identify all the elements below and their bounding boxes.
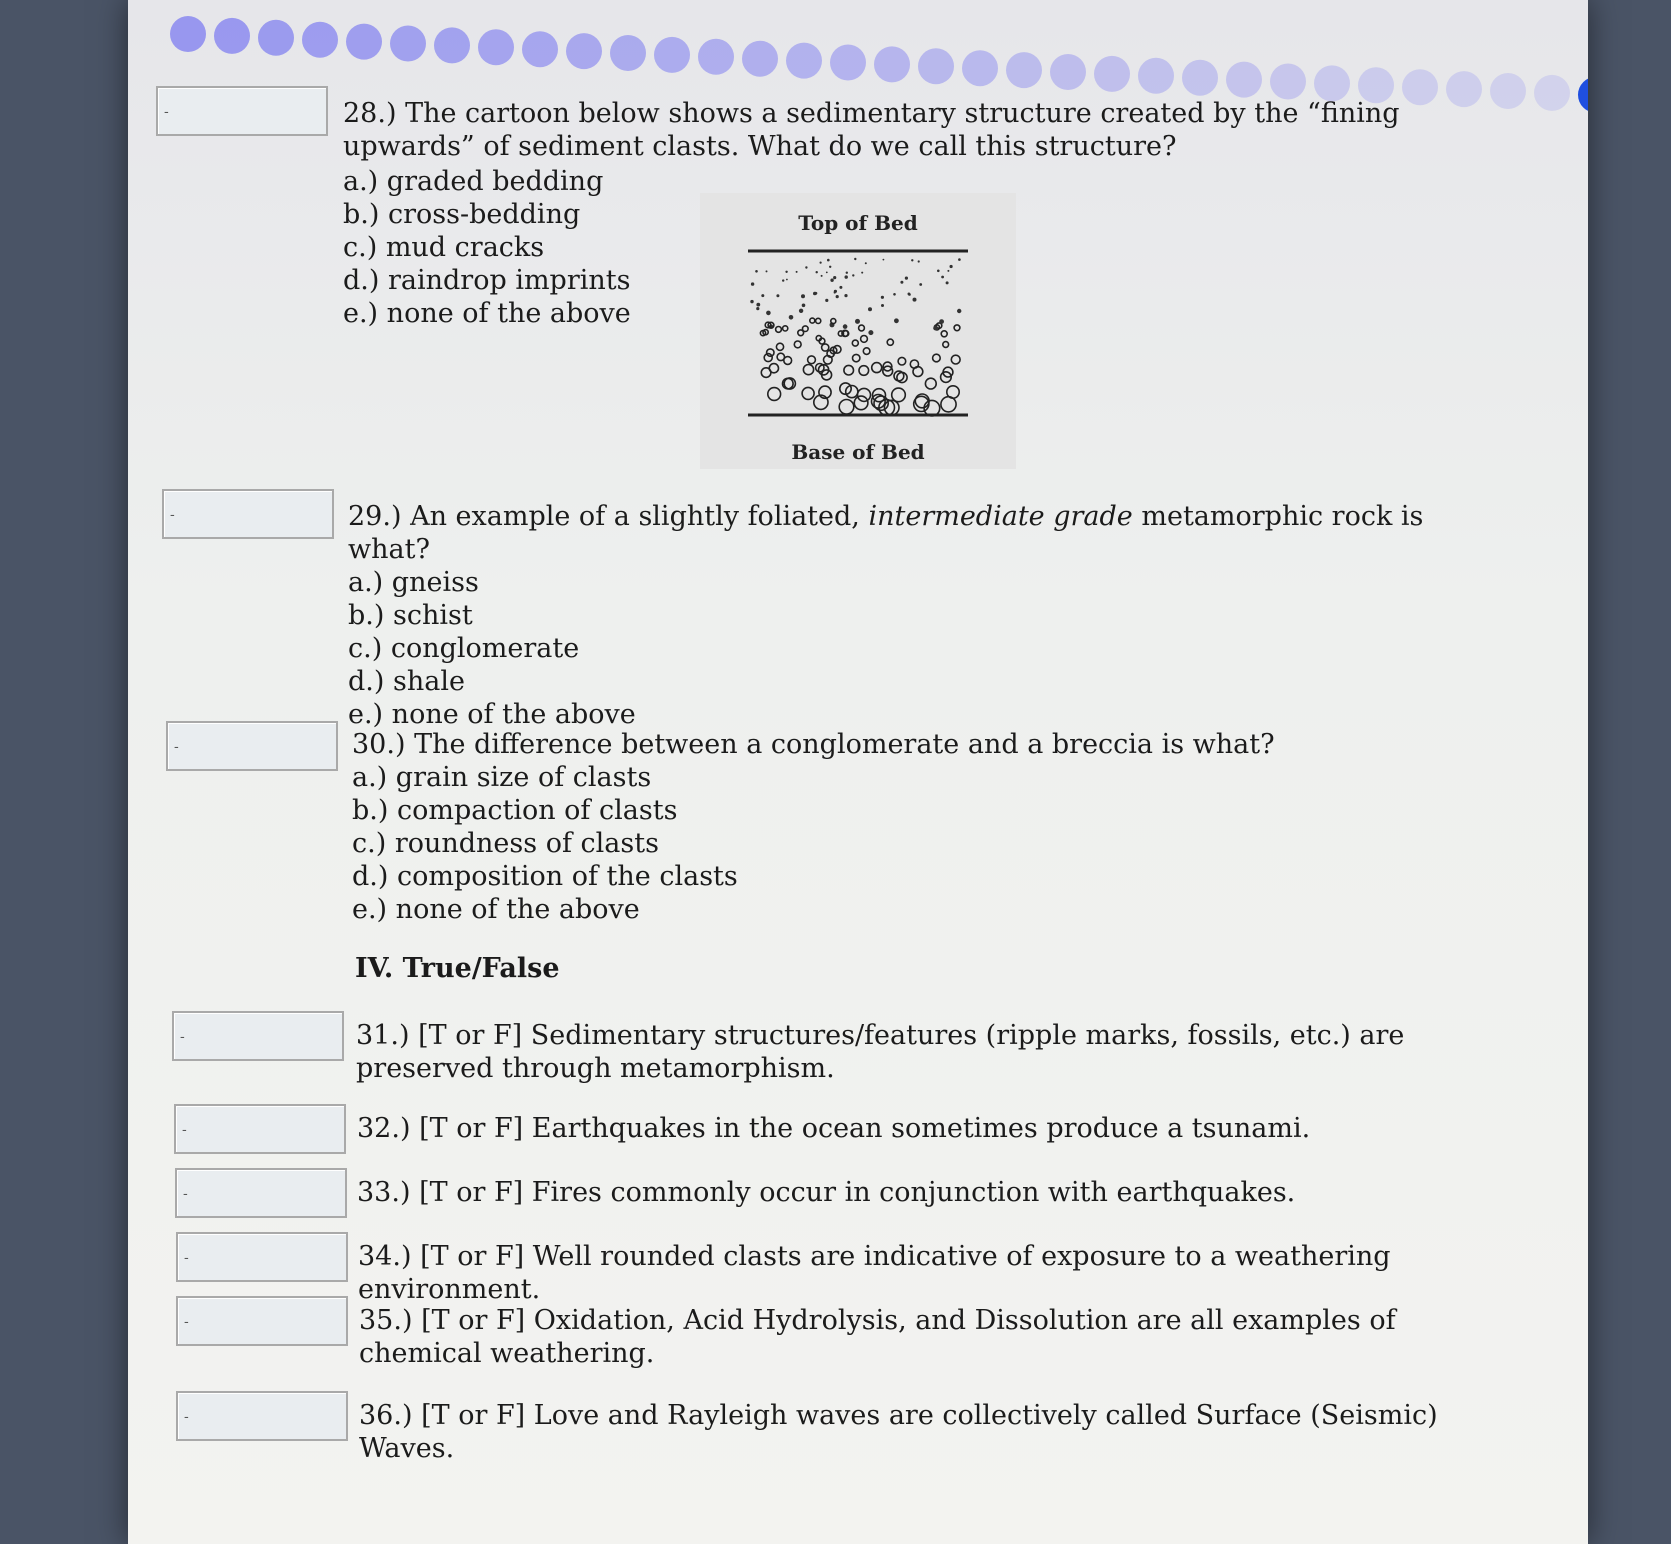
sediment-grain (767, 349, 774, 356)
sediment-grain (776, 294, 779, 297)
sediment-grain (796, 271, 798, 273)
sediment-grain (937, 270, 940, 273)
sediment-grain (905, 277, 908, 280)
sediment-grain (751, 282, 754, 285)
sediment-grain (933, 326, 938, 331)
sediment-grain (941, 397, 956, 412)
option-a: a.) gneiss (348, 567, 479, 598)
answer-box-32[interactable]: - (174, 1104, 346, 1154)
sediment-grain (801, 294, 805, 298)
border-dot (478, 29, 514, 65)
sediment-grain (833, 276, 836, 279)
answer-box-30[interactable]: - (166, 721, 338, 771)
border-dot (346, 24, 382, 60)
sediment-grain (933, 354, 941, 362)
sediment-grain (808, 356, 816, 364)
border-dot (390, 26, 426, 62)
sediment-grain (865, 262, 867, 264)
question-text: [T or F] Oxidation, Acid Hydrolysis, and Dissolution are all examples of chemical weathering. (359, 1305, 1396, 1369)
border-dot (434, 27, 470, 63)
sediment-grain (852, 340, 858, 346)
sediment-grain (766, 270, 768, 272)
answer-box-31[interactable]: - (172, 1011, 344, 1061)
sediment-grain (853, 354, 860, 361)
border-dot (610, 35, 646, 71)
sediment-grain (855, 319, 860, 324)
sediment-grain (825, 299, 828, 302)
question-text: [T or F] Sedimentary structures/features (ripple marks, fossils, etc.) are preserved through metamorphism. (356, 1020, 1405, 1084)
sediment-grain (939, 319, 944, 324)
option-d: d.) composition of the clasts (352, 861, 738, 892)
question-text-end: metamorphic rock is what? (348, 501, 1424, 565)
border-dot (258, 20, 294, 56)
sediment-grain (750, 300, 753, 303)
sediment-grain (947, 386, 959, 398)
question-number: 31.) (356, 1020, 410, 1051)
sediment-grain (776, 343, 783, 350)
sediment-grain (845, 275, 848, 278)
border-dot (1270, 64, 1306, 100)
border-dot (1138, 58, 1174, 94)
question-number: 36.) (359, 1400, 413, 1431)
question-35 (359, 1304, 1479, 1370)
option-b: b.) compaction of clasts (352, 795, 678, 826)
sediment-grain (893, 293, 896, 296)
section-heading: IV. True/False (355, 953, 560, 984)
sediment-grain (918, 260, 920, 262)
question-34 (358, 1240, 1538, 1306)
sediment-grain (830, 279, 833, 282)
sediment-grain (829, 266, 831, 268)
sediment-grain (766, 311, 771, 316)
sediment-grain (883, 259, 885, 261)
sediment-grain (816, 271, 818, 273)
sediment-grain (908, 293, 911, 296)
option-e: e.) none of the above (343, 298, 631, 329)
answer-box-34[interactable]: - (176, 1232, 348, 1282)
sediment-grain (844, 365, 854, 375)
border-dot (566, 33, 602, 69)
sediment-grain (802, 387, 814, 399)
sediment-grain (859, 366, 869, 376)
sediment-grain (894, 318, 899, 323)
border-dot (830, 45, 866, 81)
sediment-grain (755, 270, 758, 273)
option-c: c.) mud cracks (343, 232, 545, 263)
border-dot (302, 22, 338, 58)
border-dot (1446, 71, 1482, 107)
sediment-grain (957, 309, 961, 313)
border-dot (1314, 65, 1350, 101)
sediment-grain (868, 330, 873, 335)
sediment-grain (881, 304, 884, 307)
option-c: c.) roundness of clasts (352, 828, 659, 859)
sediment-grain (756, 307, 759, 310)
sediment-grain (898, 357, 906, 365)
question-text: The cartoon below shows a sedimentary structure created by the “fining upwards” of sediment clasts. What do we call this structure? (343, 98, 1400, 162)
sediment-grain (789, 315, 794, 320)
question-number: 29.) (348, 501, 402, 532)
border-dot (874, 46, 910, 82)
sediment-grain (826, 272, 828, 274)
sediment-grain (810, 318, 815, 323)
sediment-grain (827, 259, 830, 262)
border-dot (742, 41, 778, 77)
question-text: [T or F] Fires commonly occur in conjunction with earthquakes. (419, 1177, 1296, 1208)
question-31 (356, 1019, 1476, 1085)
border-dot (170, 16, 206, 52)
sediment-grain (911, 259, 913, 261)
border-dot (654, 37, 690, 73)
sediment-grain (872, 363, 882, 373)
option-a: a.) grain size of clasts (352, 762, 652, 793)
border-dot (1534, 75, 1570, 111)
option-b: b.) cross-bedding (343, 199, 581, 230)
sediment-grain (816, 318, 821, 323)
border-dot (1006, 52, 1042, 88)
question-30 (352, 728, 1502, 926)
sediment-grain (839, 400, 854, 415)
border-dot (1490, 73, 1526, 109)
sediment-grain (843, 324, 848, 329)
sediment-grain (786, 279, 788, 281)
sediment-grain (761, 294, 764, 297)
sediment-grain (836, 295, 839, 298)
sediment-grain (761, 368, 771, 378)
sediment-grain (943, 342, 949, 348)
sediment-grain (784, 357, 792, 365)
border-dot (962, 50, 998, 86)
sediment-grain (887, 339, 893, 345)
sediment-grain (852, 274, 854, 276)
question-number: 33.) (357, 1177, 411, 1208)
sediment-grains-diagram (700, 193, 1016, 469)
sediment-grain (951, 355, 960, 364)
question-text: An example of a slightly foliated, (410, 501, 869, 532)
sediment-grain (803, 326, 809, 332)
question-number: 35.) (359, 1305, 413, 1336)
question-29 (348, 500, 1498, 731)
sediment-grain (802, 304, 806, 308)
sediment-grain (892, 388, 906, 402)
sediment-grain (854, 258, 856, 260)
sediment-grain (863, 348, 870, 355)
border-dot (522, 31, 558, 67)
sediment-grain (881, 296, 884, 299)
sediment-grain (919, 283, 922, 286)
sediment-grain (958, 258, 961, 261)
question-text-italic: intermediate grade (868, 501, 1133, 532)
question-text: [T or F] Love and Rayleigh waves are collectively called Surface (Seismic) Waves. (359, 1400, 1438, 1464)
sediment-grain (947, 270, 949, 272)
option-d: d.) shale (348, 666, 465, 697)
option-c: c.) conglomerate (348, 633, 580, 664)
sediment-grain (950, 265, 953, 268)
sediment-grain (816, 336, 821, 341)
sediment-grain (822, 344, 829, 351)
sediment-grain (913, 298, 917, 302)
sediment-grain (846, 272, 848, 274)
graded-bedding-figure (700, 193, 1016, 469)
sediment-grain (941, 276, 944, 279)
sediment-grain (785, 271, 787, 273)
option-e: e.) none of the above (348, 699, 636, 730)
border-dot (918, 48, 954, 84)
border-dot (1578, 77, 1588, 112)
sediment-grain (954, 325, 960, 331)
question-33 (357, 1176, 1507, 1209)
sediment-grain (854, 396, 868, 410)
question-36 (359, 1399, 1509, 1465)
sediment-grain (834, 291, 836, 293)
sediment-grain (794, 341, 801, 348)
border-dot (786, 43, 822, 79)
question-number: 28.) (343, 98, 397, 129)
border-dot (1094, 56, 1130, 92)
worksheet-page (128, 0, 1588, 1544)
sediment-grain (941, 331, 947, 337)
sediment-grain (844, 294, 847, 297)
figure-top-label: Top of Bed (798, 211, 918, 235)
sediment-grain (900, 281, 903, 284)
sediment-grain (831, 319, 836, 324)
sediment-grain (803, 365, 813, 375)
sediment-grain (861, 272, 863, 274)
question-text: [T or F] Well rounded clasts are indicative of exposure to a weathering environment. (358, 1241, 1391, 1305)
option-a: a.) graded bedding (343, 166, 604, 197)
answer-box-35[interactable]: - (176, 1296, 348, 1346)
sediment-grain (820, 262, 822, 264)
option-e: e.) none of the above (352, 894, 640, 925)
sediment-grain (805, 266, 807, 268)
question-text: [T or F] Earthquakes in the ocean sometimes produce a tsunami. (419, 1113, 1311, 1144)
sediment-grain (782, 279, 784, 281)
question-32 (357, 1112, 1507, 1145)
sediment-grain (946, 281, 949, 284)
answer-box-33[interactable]: - (175, 1168, 347, 1218)
border-dot (1182, 60, 1218, 96)
sediment-grain (783, 326, 788, 331)
question-number: 34.) (358, 1241, 412, 1272)
option-d: d.) raindrop imprints (343, 265, 631, 296)
question-number: 30.) (352, 729, 406, 760)
sediment-grain (858, 388, 871, 401)
sediment-grain (925, 378, 936, 389)
border-dot (698, 39, 734, 75)
sediment-grain (776, 327, 782, 333)
sediment-grain (839, 286, 842, 289)
answer-box-36[interactable]: - (176, 1391, 348, 1441)
border-dot (1226, 62, 1262, 98)
question-text: The difference between a conglomerate and a breccia is what? (414, 729, 1275, 760)
border-dot (1050, 54, 1086, 90)
option-b: b.) schist (348, 600, 473, 631)
sediment-grain (910, 360, 918, 368)
sediment-grain (821, 275, 823, 277)
answer-box-28[interactable]: - (156, 86, 328, 136)
sediment-grain (756, 303, 760, 307)
sediment-grain (768, 388, 781, 401)
question-number: 32.) (357, 1113, 411, 1144)
sediment-grain (868, 307, 872, 311)
sediment-grain (859, 325, 865, 331)
figure-bottom-label: Base of Bed (791, 440, 925, 464)
answer-box-29[interactable]: - (162, 489, 334, 539)
sediment-grain (815, 292, 818, 295)
border-dot (214, 18, 250, 54)
sediment-grain (799, 309, 803, 313)
sediment-grain (861, 336, 868, 343)
